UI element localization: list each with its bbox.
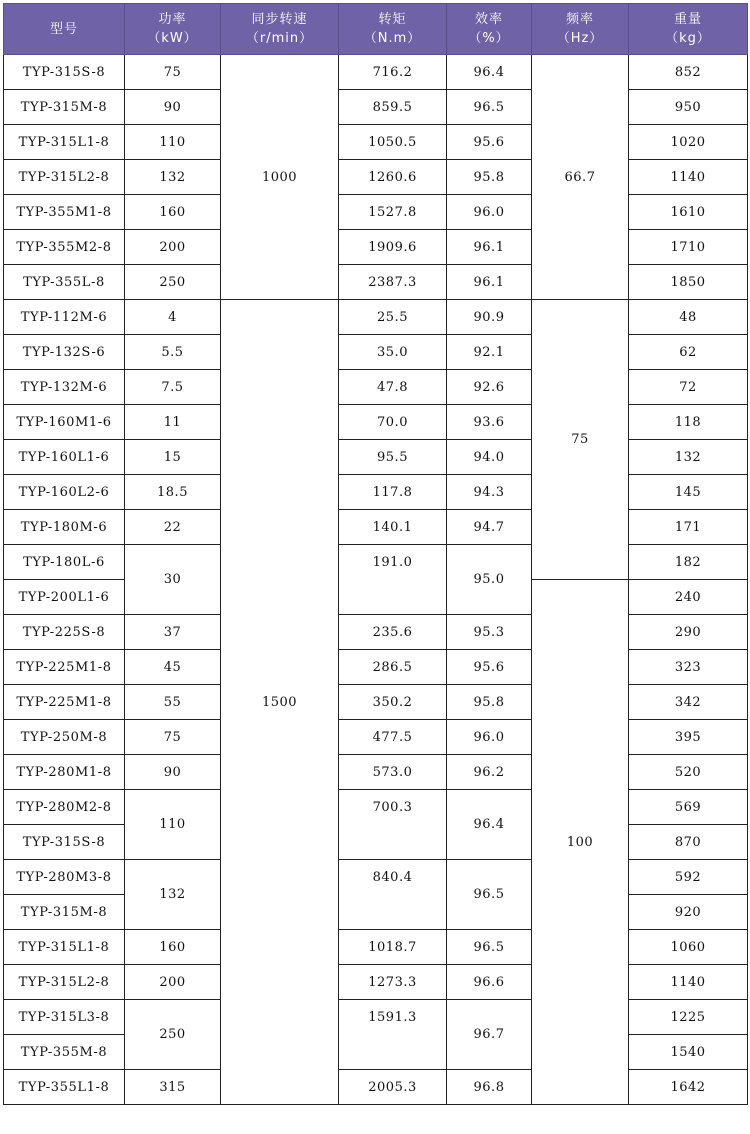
frequency-cell: 75 — [532, 300, 629, 580]
power-cell: 55 — [125, 685, 221, 720]
torque-cell: 700.3 — [339, 790, 447, 860]
model-cell: TYP-160M1-6 — [4, 405, 125, 440]
efficiency-cell: 96.1 — [447, 265, 532, 300]
efficiency-cell: 96.4 — [447, 790, 532, 860]
weight-cell: 569 — [629, 790, 748, 825]
efficiency-cell: 95.0 — [447, 545, 532, 615]
table-row — [4, 335, 748, 370]
model-cell: TYP-200L1-6 — [4, 580, 125, 615]
power-cell: 11 — [125, 405, 221, 440]
weight-cell: 290 — [629, 615, 748, 650]
weight-cell: 1225 — [629, 1000, 748, 1035]
model-cell: TYP-315M-8 — [4, 895, 125, 930]
weight-cell: 342 — [629, 685, 748, 720]
weight-cell: 1642 — [629, 1070, 748, 1105]
torque-cell: 859.5 — [339, 90, 447, 125]
power-cell: 22 — [125, 510, 221, 545]
model-cell: TYP-180M-6 — [4, 510, 125, 545]
efficiency-cell: 95.6 — [447, 125, 532, 160]
torque-cell: 350.2 — [339, 685, 447, 720]
efficiency-cell: 95.6 — [447, 650, 532, 685]
model-cell: TYP-132M-6 — [4, 370, 125, 405]
frequency-cell: 100 — [532, 580, 629, 1105]
weight-cell: 72 — [629, 370, 748, 405]
weight-cell: 171 — [629, 510, 748, 545]
table-row — [4, 650, 748, 685]
weight-cell: 1140 — [629, 160, 748, 195]
efficiency-cell: 92.1 — [447, 335, 532, 370]
table-row — [4, 545, 748, 580]
power-cell: 18.5 — [125, 475, 221, 510]
power-cell: 110 — [125, 125, 221, 160]
torque-cell: 140.1 — [339, 510, 447, 545]
table-row — [4, 510, 748, 545]
table-row — [4, 90, 748, 125]
speed-cell: 1500 — [221, 300, 339, 1105]
weight-cell: 1610 — [629, 195, 748, 230]
table-row — [4, 230, 748, 265]
torque-cell: 235.6 — [339, 615, 447, 650]
power-cell: 132 — [125, 860, 221, 930]
power-cell: 160 — [125, 930, 221, 965]
power-cell: 90 — [125, 755, 221, 790]
header-speed: 同步转速 （r/min） — [221, 4, 339, 55]
torque-cell: 1909.6 — [339, 230, 447, 265]
model-cell: TYP-280M1-8 — [4, 755, 125, 790]
power-cell: 7.5 — [125, 370, 221, 405]
power-cell: 200 — [125, 230, 221, 265]
power-cell: 5.5 — [125, 335, 221, 370]
efficiency-cell: 94.0 — [447, 440, 532, 475]
model-cell: TYP-250M-8 — [4, 720, 125, 755]
power-cell: 200 — [125, 965, 221, 1000]
torque-cell: 1260.6 — [339, 160, 447, 195]
weight-cell: 1020 — [629, 125, 748, 160]
weight-cell: 520 — [629, 755, 748, 790]
efficiency-cell: 96.4 — [447, 55, 532, 90]
torque-cell: 1018.7 — [339, 930, 447, 965]
table-row — [4, 405, 748, 440]
weight-cell: 592 — [629, 860, 748, 895]
efficiency-cell: 93.6 — [447, 405, 532, 440]
table-row — [4, 300, 748, 335]
weight-cell: 323 — [629, 650, 748, 685]
efficiency-cell: 95.3 — [447, 615, 532, 650]
model-cell: TYP-225M1-8 — [4, 650, 125, 685]
model-cell: TYP-225S-8 — [4, 615, 125, 650]
efficiency-cell: 96.5 — [447, 860, 532, 930]
weight-cell: 852 — [629, 55, 748, 90]
weight-cell: 870 — [629, 825, 748, 860]
power-cell: 37 — [125, 615, 221, 650]
power-cell: 4 — [125, 300, 221, 335]
table-row — [4, 475, 748, 510]
torque-cell: 25.5 — [339, 300, 447, 335]
weight-cell: 1140 — [629, 965, 748, 1000]
model-cell: TYP-225M1-8 — [4, 685, 125, 720]
table-row — [4, 1000, 748, 1035]
efficiency-cell: 92.6 — [447, 370, 532, 405]
weight-cell: 1850 — [629, 265, 748, 300]
efficiency-cell: 94.3 — [447, 475, 532, 510]
torque-cell: 70.0 — [339, 405, 447, 440]
model-cell: TYP-355M-8 — [4, 1035, 125, 1070]
efficiency-cell: 96.1 — [447, 230, 532, 265]
torque-cell: 47.8 — [339, 370, 447, 405]
efficiency-cell: 96.8 — [447, 1070, 532, 1105]
power-cell: 45 — [125, 650, 221, 685]
model-cell: TYP-132S-6 — [4, 335, 125, 370]
weight-cell: 145 — [629, 475, 748, 510]
table-row — [4, 965, 748, 1000]
torque-cell: 716.2 — [339, 55, 447, 90]
torque-cell: 191.0 — [339, 545, 447, 615]
weight-cell: 950 — [629, 90, 748, 125]
weight-cell: 240 — [629, 580, 748, 615]
model-cell: TYP-315M-8 — [4, 90, 125, 125]
torque-cell: 477.5 — [339, 720, 447, 755]
efficiency-cell: 96.6 — [447, 965, 532, 1000]
model-cell: TYP-112M-6 — [4, 300, 125, 335]
model-cell: TYP-315L3-8 — [4, 1000, 125, 1035]
table-row — [4, 1070, 748, 1105]
efficiency-cell: 96.5 — [447, 930, 532, 965]
table-row — [4, 860, 748, 895]
table-row — [4, 370, 748, 405]
table-row — [4, 160, 748, 195]
torque-cell: 840.4 — [339, 860, 447, 930]
torque-cell: 2387.3 — [339, 265, 447, 300]
power-cell: 75 — [125, 55, 221, 90]
model-cell: TYP-280M3-8 — [4, 860, 125, 895]
table-row — [4, 685, 748, 720]
torque-cell: 1527.8 — [339, 195, 447, 230]
motor-spec-table — [3, 3, 748, 1105]
model-cell: TYP-315L2-8 — [4, 965, 125, 1000]
torque-cell: 35.0 — [339, 335, 447, 370]
table-header-row — [4, 4, 748, 55]
power-cell: 132 — [125, 160, 221, 195]
efficiency-cell: 94.7 — [447, 510, 532, 545]
table-row — [4, 265, 748, 300]
power-cell: 315 — [125, 1070, 221, 1105]
table-row — [4, 125, 748, 160]
model-cell: TYP-180L-6 — [4, 545, 125, 580]
torque-cell: 286.5 — [339, 650, 447, 685]
weight-cell: 1540 — [629, 1035, 748, 1070]
model-cell: TYP-280M2-8 — [4, 790, 125, 825]
model-cell: TYP-315L1-8 — [4, 125, 125, 160]
power-cell: 90 — [125, 90, 221, 125]
weight-cell: 920 — [629, 895, 748, 930]
power-cell: 15 — [125, 440, 221, 475]
torque-cell: 117.8 — [339, 475, 447, 510]
table-row — [4, 755, 748, 790]
weight-cell: 118 — [629, 405, 748, 440]
torque-cell: 1050.5 — [339, 125, 447, 160]
weight-cell: 1060 — [629, 930, 748, 965]
model-cell: TYP-315L2-8 — [4, 160, 125, 195]
model-cell: TYP-355M2-8 — [4, 230, 125, 265]
weight-cell: 132 — [629, 440, 748, 475]
efficiency-cell: 96.0 — [447, 195, 532, 230]
weight-cell: 182 — [629, 545, 748, 580]
power-cell: 110 — [125, 790, 221, 860]
model-cell: TYP-315S-8 — [4, 825, 125, 860]
table-row — [4, 195, 748, 230]
model-cell: TYP-315L1-8 — [4, 930, 125, 965]
torque-cell: 1591.3 — [339, 1000, 447, 1070]
torque-cell: 2005.3 — [339, 1070, 447, 1105]
model-cell: TYP-160L1-6 — [4, 440, 125, 475]
torque-cell: 1273.3 — [339, 965, 447, 1000]
header-model: 型号 — [4, 4, 125, 55]
header-weight: 重量 （kg） — [629, 4, 748, 55]
torque-cell: 95.5 — [339, 440, 447, 475]
power-cell: 30 — [125, 545, 221, 615]
model-cell: TYP-315S-8 — [4, 55, 125, 90]
efficiency-cell: 95.8 — [447, 160, 532, 195]
torque-cell: 573.0 — [339, 755, 447, 790]
table-row — [4, 55, 748, 90]
weight-cell: 395 — [629, 720, 748, 755]
efficiency-cell: 96.7 — [447, 1000, 532, 1070]
frequency-cell: 66.7 — [532, 55, 629, 300]
header-efficiency: 效率 （%） — [447, 4, 532, 55]
weight-cell: 48 — [629, 300, 748, 335]
table-row — [4, 615, 748, 650]
efficiency-cell: 96.0 — [447, 720, 532, 755]
table-row — [4, 790, 748, 825]
power-cell: 250 — [125, 1000, 221, 1070]
power-cell: 160 — [125, 195, 221, 230]
efficiency-cell: 90.9 — [447, 300, 532, 335]
weight-cell: 1710 — [629, 230, 748, 265]
weight-cell: 62 — [629, 335, 748, 370]
table-row — [4, 440, 748, 475]
header-power: 功率 （kW） — [125, 4, 221, 55]
speed-cell: 1000 — [221, 55, 339, 300]
table-row — [4, 930, 748, 965]
model-cell: TYP-355L-8 — [4, 265, 125, 300]
efficiency-cell: 96.5 — [447, 90, 532, 125]
power-cell: 250 — [125, 265, 221, 300]
efficiency-cell: 95.8 — [447, 685, 532, 720]
model-cell: TYP-160L2-6 — [4, 475, 125, 510]
table-row — [4, 720, 748, 755]
model-cell: TYP-355L1-8 — [4, 1070, 125, 1105]
model-cell: TYP-355M1-8 — [4, 195, 125, 230]
efficiency-cell: 96.2 — [447, 755, 532, 790]
header-torque: 转矩 （N.m） — [339, 4, 447, 55]
header-frequency: 频率 （Hz） — [532, 4, 629, 55]
power-cell: 75 — [125, 720, 221, 755]
